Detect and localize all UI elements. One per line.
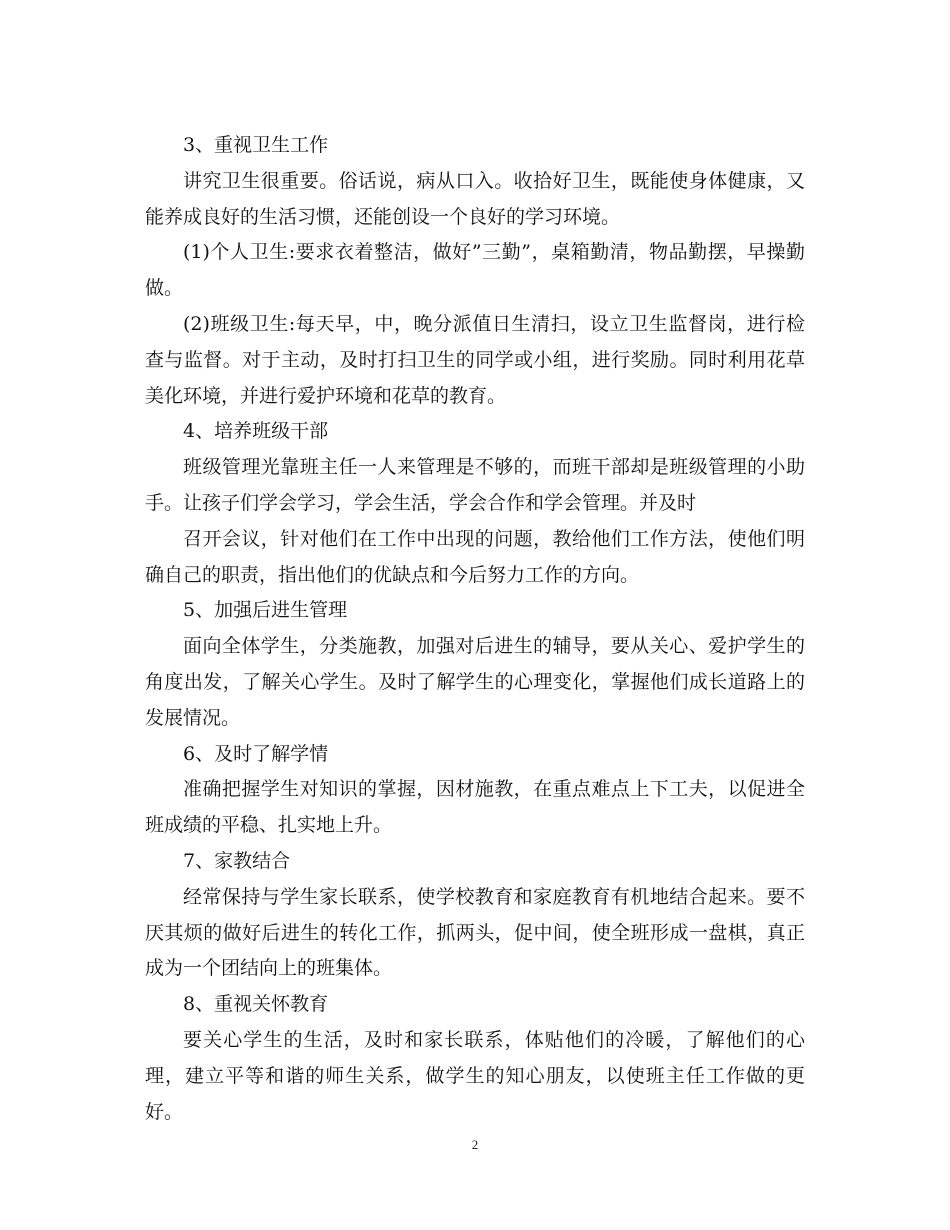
- paragraph: 经常保持与学生家长联系，使学校教育和家庭教育有机地结合起来。要不厌其烦的做好后进生的转化工作，抓两头，促中间，使全班形成一盘棋，真正成为一个团结向上的班集体。: [145, 885, 805, 980]
- paragraph: 要关心学生的生活，及时和家长联系，体贴他们的冷暖，了解他们的心理，建立平等和谐的师生关系，做学生的知心朋友，以使班主任工作做的更好。: [145, 1028, 805, 1123]
- section-heading-learning-status: 6、及时了解学情: [183, 742, 329, 765]
- section-heading-hygiene: 3、重视卫生工作: [183, 134, 329, 156]
- page-number: 2: [471, 1137, 479, 1152]
- paragraph: (2)班级卫生:每天早，中，晚分派值日生清扫，设立卫生监督岗，进行检查与监督。对于主动，及时打扫卫生的同学或小组，进行奖励。同时利用花草美化环境，并进行爱护环境和花草的教育。: [145, 312, 805, 407]
- paragraph: 班级管理光靠班主任一人来管理是不够的，而班干部却是班级管理的小助手。让孩子们学会学习，学会生活，学会合作和学会管理。并及时: [145, 456, 805, 514]
- paragraph: 准确把握学生对知识的掌握，因材施教，在重点难点上下工夫，以促进全班成绩的平稳、扎实地上升。: [145, 778, 805, 837]
- paragraph: (1)个人卫生:要求衣着整洁，做好”三勤”，桌箱勤清，物品勤摆，早操勤做。: [145, 241, 805, 300]
- section-heading-class-cadres: 4、培养班级干部: [183, 420, 329, 443]
- section-heading-care-education: 8、重视关怀教育: [183, 993, 329, 1016]
- section-heading-underachievers: 5、加强后进生管理: [183, 599, 348, 622]
- paragraph: 面向全体学生，分类施教，加强对后进生的辅导，要从关心、爱护学生的角度出发，了解关心学生。及时了解学生的心理变化，掌握他们成长道路上的发展情况。: [145, 635, 805, 729]
- paragraph: 讲究卫生很重要。俗话说，病从口入。收拾好卫生，既能使身体健康，又能养成良好的生活习惯，还能创设一个良好的学习环境。: [145, 169, 805, 228]
- paragraph: 召开会议，针对他们在工作中出现的问题，教给他们工作方法，使他们明确自己的职责，指出他们的优缺点和今后努力工作的方向。: [145, 527, 805, 586]
- document-body: [145, 128, 805, 1130]
- section-heading-home-school: 7、家教结合: [183, 849, 291, 872]
